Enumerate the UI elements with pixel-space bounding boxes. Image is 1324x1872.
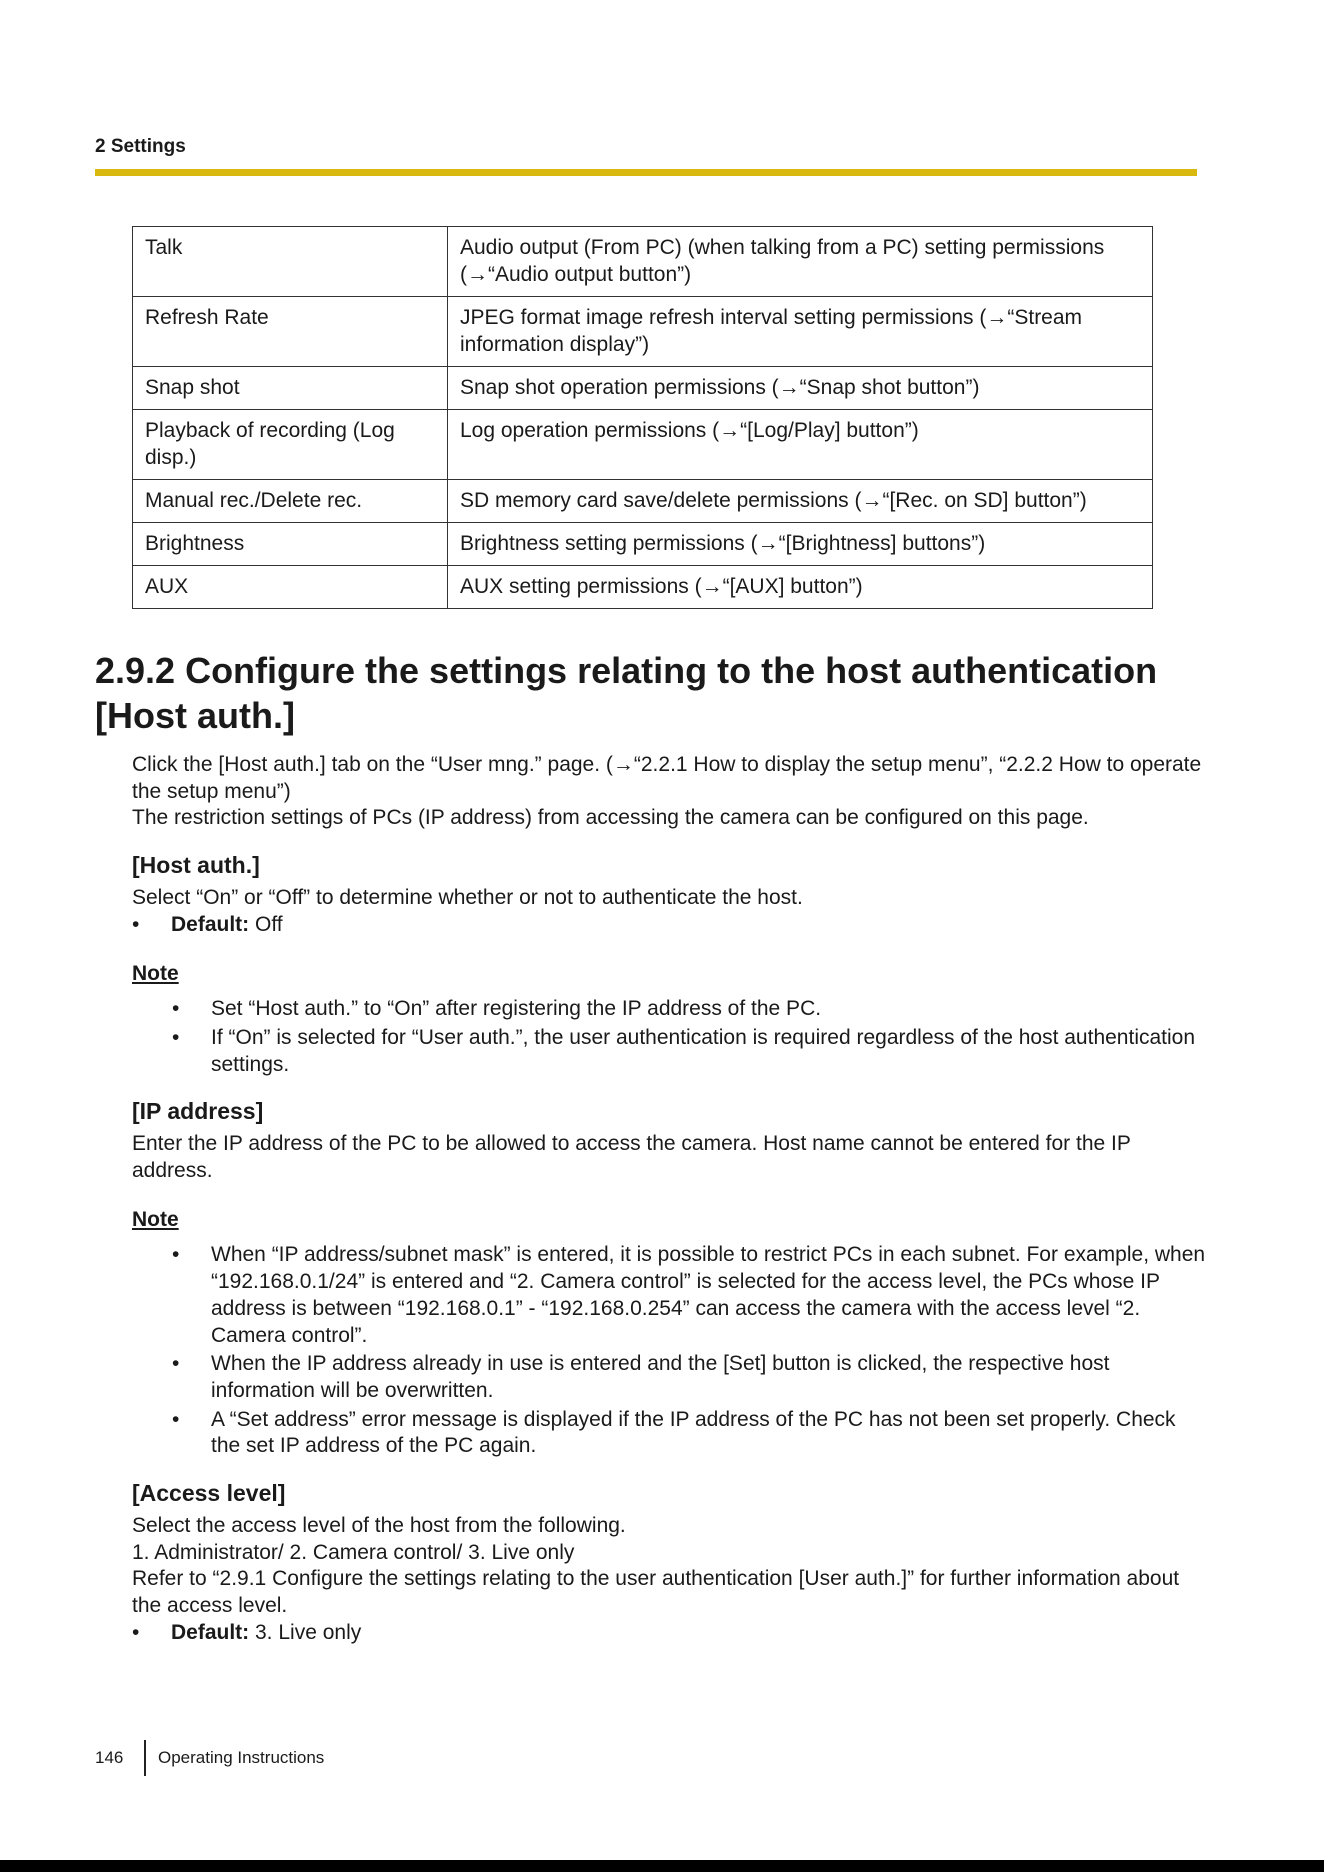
table-row — [133, 227, 1153, 297]
table-cell-description: JPEG format image refresh interval setting permissions (→“Stream information display”) — [448, 297, 1153, 367]
table-row — [133, 523, 1153, 566]
bottom-edge-bar — [0, 1860, 1324, 1872]
section-content — [132, 752, 1207, 1647]
table-cell-description: Brightness setting permissions (→“[Brightness] buttons”) — [448, 523, 1153, 566]
ip-address-heading: [IP address] — [132, 1098, 264, 1125]
table-cell-description: AUX setting permissions (→“[AUX] button”) — [448, 566, 1153, 609]
access-level-text: Select the access level of the host from the following. — [132, 1514, 626, 1538]
table-cell-name: Snap shot — [133, 367, 448, 410]
section-title: 2.9.2 Configure the settings relating to the host authentication [Host auth.] — [95, 650, 1158, 736]
table-row — [133, 566, 1153, 609]
host-auth-default — [132, 912, 1207, 939]
access-level-reference: Refer to “2.9.1 Configure the settings relating to the user authentication [User auth.]” for further information about the access level. — [132, 1567, 1180, 1618]
default-label: Default: — [171, 1620, 250, 1644]
table-row — [133, 480, 1153, 523]
note-item: • A “Set address” error message is displayed if the IP address of the PC has not been set properly. Check the set IP address of the PC again. — [172, 1407, 1207, 1460]
table-cell-name: AUX — [133, 566, 448, 609]
permissions-table — [132, 226, 1153, 609]
table-cell-description: Snap shot operation permissions (→“Snap shot button”) — [448, 367, 1153, 410]
note-label: Note — [132, 961, 179, 985]
document-title: Operating Instructions — [158, 1748, 325, 1767]
table-row — [133, 297, 1153, 367]
access-level-default — [132, 1620, 1207, 1647]
access-level-heading: [Access level] — [132, 1480, 286, 1507]
access-level-options: 1. Administrator/ 2. Camera control/ 3. Live only — [132, 1540, 575, 1564]
table-row — [133, 367, 1153, 410]
note-item: • Set “Host auth.” to “On” after registering the IP address of the PC. — [172, 996, 1207, 1023]
intro-paragraph: Click the [Host auth.] tab on the “User mng.” page. (→“2.2.1 How to display the setup menu”, “2.2.2 How to operate the setup menu”) — [132, 753, 1202, 803]
table-row — [133, 410, 1153, 480]
table-cell-name: Manual rec./Delete rec. — [133, 480, 448, 523]
table-cell-description: Log operation permissions (→“[Log/Play] button”) — [448, 410, 1153, 480]
note-label: Note — [132, 1207, 179, 1231]
table-cell-name: Brightness — [133, 523, 448, 566]
table-cell-description: SD memory card save/delete permissions (→“[Rec. on SD] button”) — [448, 480, 1153, 523]
header-rule — [95, 169, 1197, 176]
host-auth-heading: [Host auth.] — [132, 852, 260, 879]
host-auth-text: Select “On” or “Off” to determine whether or not to authenticate the host. — [132, 886, 803, 910]
ip-address-text: Enter the IP address of the PC to be allowed to access the camera. Host name cannot be entered for the IP address. — [132, 1132, 1131, 1183]
page-header-title: 2 Settings — [95, 136, 186, 157]
note-item: • When “IP address/subnet mask” is entered, it is possible to restrict PCs in each subnet. For example, when “192.168.0.1/24” is entered and “2. Camera control” is selected for the access level, the PCs whose IP address is between “192.168.0.1” - “192.168.0.254” can access the camera with the access level “2. Camera control”. — [172, 1242, 1207, 1349]
page-number: 146 — [95, 1748, 124, 1767]
note-item: • When the IP address already in use is entered and the [Set] button is clicked, the respective host information will be overwritten. — [172, 1351, 1207, 1404]
table-cell-name: Playback of recording (Log disp.) — [133, 410, 448, 480]
default-value: Off — [249, 912, 283, 936]
host-auth-notes — [132, 996, 1207, 1078]
ip-address-notes — [132, 1242, 1207, 1460]
table-cell-name: Refresh Rate — [133, 297, 448, 367]
table-cell-description: Audio output (From PC) (when talking from a PC) setting permissions (→“Audio output button”) — [448, 227, 1153, 297]
default-label: Default: — [171, 912, 250, 936]
footer-separator — [144, 1740, 146, 1776]
default-value: 3. Live only — [249, 1620, 362, 1644]
intro-paragraph: The restriction settings of PCs (IP address) from accessing the camera can be configured on this page. — [132, 806, 1089, 830]
table-cell-name: Talk — [133, 227, 448, 297]
note-item: • If “On” is selected for “User auth.”, the user authentication is required regardless of the host authentication settings. — [172, 1025, 1207, 1078]
